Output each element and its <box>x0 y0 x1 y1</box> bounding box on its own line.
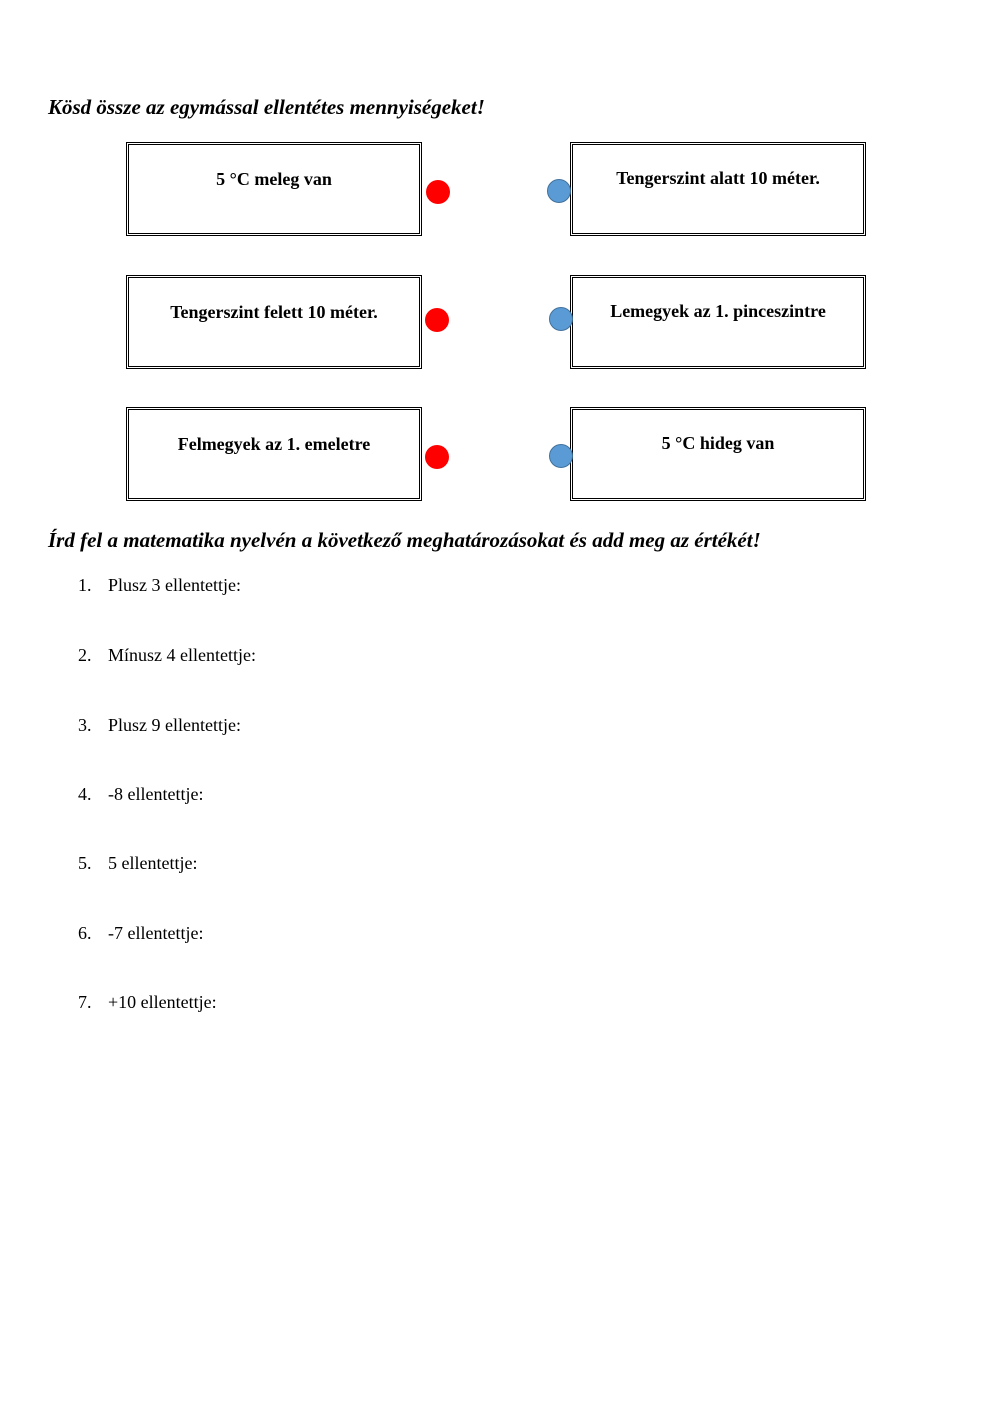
list-item-number: 6. <box>78 923 92 943</box>
list-item-text: Plusz 3 ellentettje: <box>108 575 241 595</box>
left-box-above-sea: Tengerszint felett 10 méter. <box>126 275 422 369</box>
right-box-basement: Lemegyek az 1. pinceszintre <box>570 275 866 369</box>
right-connector-dot-2[interactable] <box>549 307 573 331</box>
left-box-warm: 5 °C meleg van <box>126 142 422 236</box>
list-item-text: -7 ellentettje: <box>108 923 204 943</box>
left-connector-dot-2[interactable] <box>425 308 449 332</box>
right-box-below-sea: Tengerszint alatt 10 méter. <box>570 142 866 236</box>
left-connector-dot-1[interactable] <box>426 180 450 204</box>
list-item <box>78 784 203 805</box>
list-item-text: Plusz 9 ellentettje: <box>108 715 241 735</box>
list-item <box>78 715 241 736</box>
list-item <box>78 923 203 944</box>
list-item-number: 1. <box>78 575 92 595</box>
right-box-cold: 5 °C hideg van <box>570 407 866 501</box>
list-item-text: Mínusz 4 ellentettje: <box>108 645 256 665</box>
list-item-text: -8 ellentettje: <box>108 784 204 804</box>
list-item <box>78 853 197 874</box>
right-connector-dot-3[interactable] <box>549 444 573 468</box>
list-item <box>78 575 241 596</box>
list-item-text: 5 ellentettje: <box>108 853 198 873</box>
list-item-number: 3. <box>78 715 92 735</box>
list-item <box>78 645 256 666</box>
right-connector-dot-1[interactable] <box>547 179 571 203</box>
list-item-number: 5. <box>78 853 92 873</box>
list-item-number: 2. <box>78 645 92 665</box>
section1-title: Kösd össze az egymással ellentétes mennyiségeket! <box>48 95 485 119</box>
left-connector-dot-3[interactable] <box>425 445 449 469</box>
list-item-text: +10 ellentettje: <box>108 992 217 1012</box>
list-item <box>78 992 217 1013</box>
left-box-up-floor: Felmegyek az 1. emeletre <box>126 407 422 501</box>
section2-title: Írd fel a matematika nyelvén a következő meghatározásokat és add meg az értékét! <box>48 528 761 552</box>
list-item-number: 7. <box>78 992 92 1012</box>
list-item-number: 4. <box>78 784 92 804</box>
